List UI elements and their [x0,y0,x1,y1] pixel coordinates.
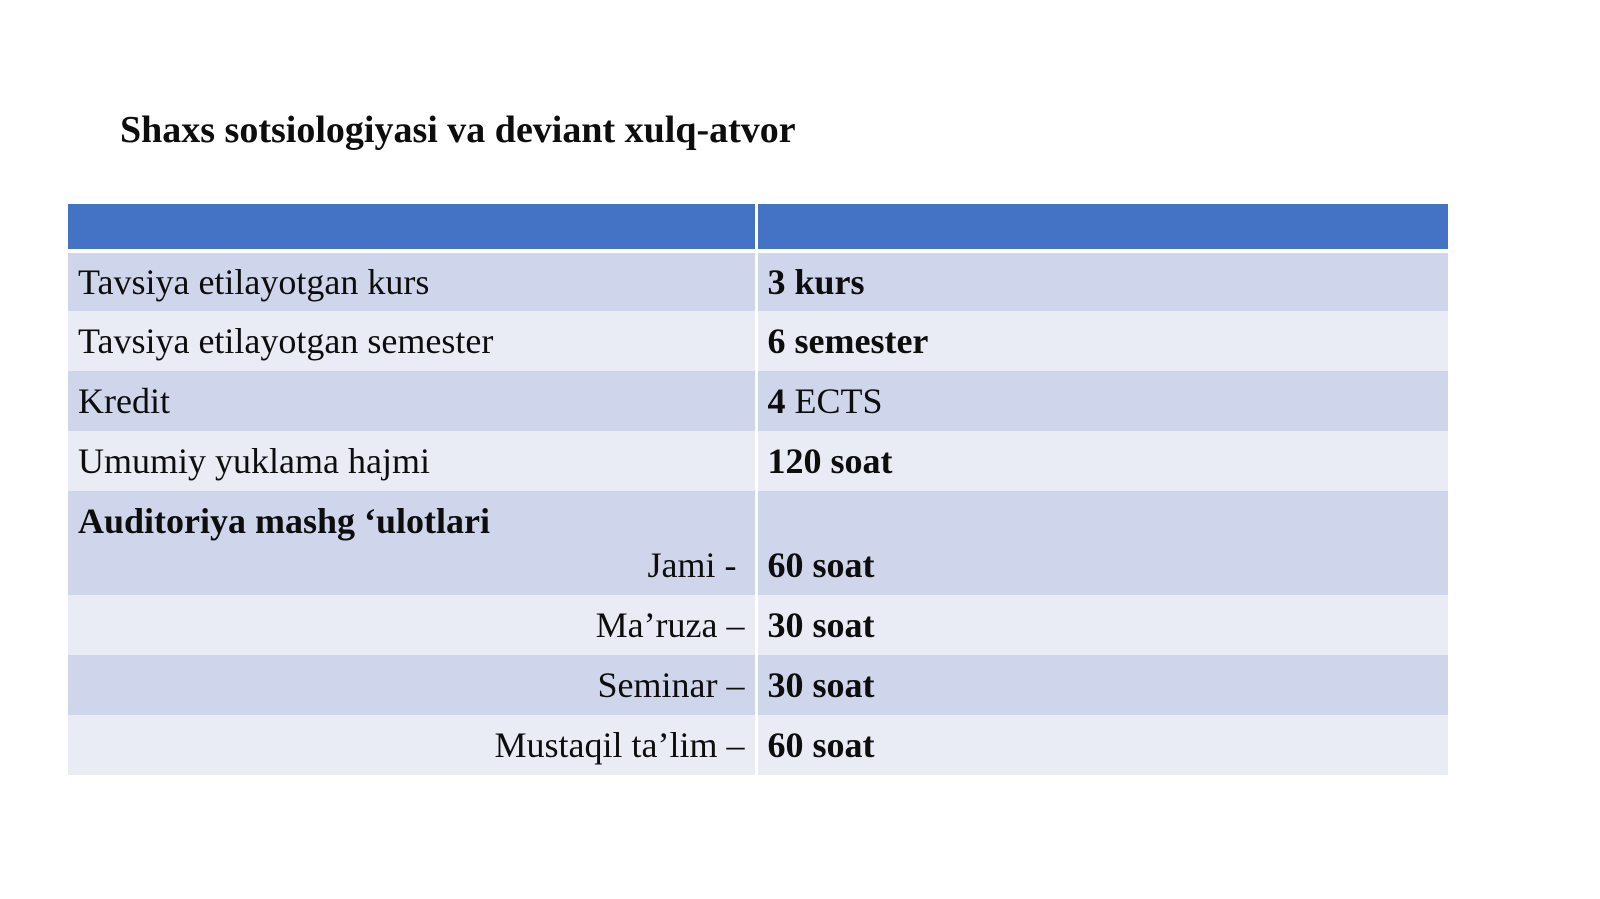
table-row [68,251,1448,311]
row-label: Ma’ruza – [68,595,756,655]
row-sublabel: Jami - [647,545,737,585]
page-title: Shaxs sotsiologiyasi va deviant xulq-atvor [120,109,796,151]
section-heading: Auditoriya mashg ‘ulotlari [78,501,491,541]
credit-unit: ECTS [785,381,883,421]
credit-number: 4 [767,381,786,421]
row-value: 60 soat [756,715,1448,775]
course-info-table [68,204,1448,775]
row-value: 120 soat [756,431,1448,491]
table-row [68,431,1448,491]
table-row [68,595,1448,655]
table-header-cell [68,204,756,251]
table-header-row [68,204,1448,251]
row-label: Mustaqil ta’lim – [68,715,756,775]
table-row [68,715,1448,775]
table-row [68,371,1448,431]
row-label: Tavsiya etilayotgan semester [68,311,756,371]
row-label [68,491,756,595]
table-header-cell [756,204,1448,251]
row-value [756,371,1448,431]
row-value-text: 60 soat [767,545,875,585]
row-value: 3 kurs [756,251,1448,311]
row-value: 30 soat [756,595,1448,655]
table-row [68,311,1448,371]
table-row [68,491,1448,595]
table-row [68,655,1448,715]
row-label: Tavsiya etilayotgan kurs [68,251,756,311]
row-label: Umumiy yuklama hajmi [68,431,756,491]
row-value [756,491,1448,595]
row-value: 6 semester [756,311,1448,371]
row-label: Kredit [68,371,756,431]
row-value: 30 soat [756,655,1448,715]
row-label: Seminar – [68,655,756,715]
